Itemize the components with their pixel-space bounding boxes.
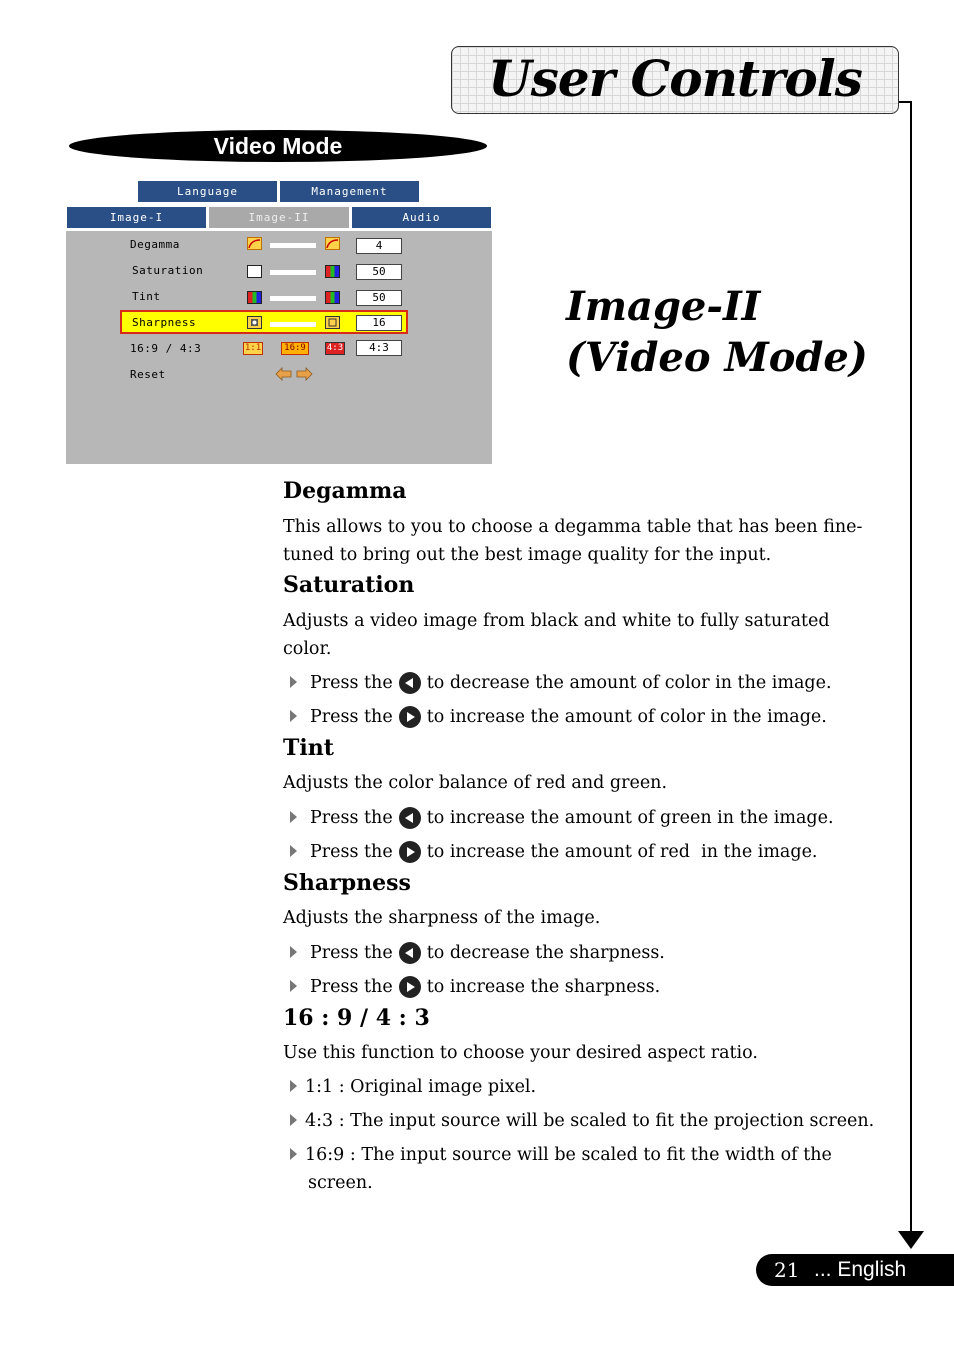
aspect-1-1-icon: 1:1 [244, 343, 262, 353]
osd-row-degamma[interactable] [66, 233, 492, 257]
osd-row-tint[interactable] [66, 285, 492, 309]
bullet-aspect-2: 4:3 : The input source will be scaled to fit the projection screen. [290, 1109, 874, 1133]
bullet-arrow-icon [290, 1114, 297, 1126]
osd-panel [66, 231, 492, 464]
sharpness-value: 16 [356, 315, 402, 331]
text-degamma: This allows to you to choose a degamma table that has been fine-tuned to bring out the best image quality for the input. [283, 517, 863, 565]
right-button-icon [399, 976, 421, 998]
right-button-icon [399, 841, 421, 863]
soft-icon [325, 316, 340, 329]
left-button-icon [399, 942, 421, 964]
left-button-icon [399, 807, 421, 829]
tv-bw-icon [247, 265, 262, 278]
text-tint: Adjusts the color balance of red and green. [283, 773, 668, 793]
video-mode-banner: Video Mode [69, 130, 487, 162]
side-rule [910, 101, 912, 1231]
tab-language[interactable]: Language [137, 180, 278, 203]
osd-menu [66, 180, 492, 464]
right-button-icon [399, 706, 421, 728]
text-sharpness: Adjusts the sharpness of the image. [283, 908, 601, 928]
tint-value: 50 [356, 290, 402, 306]
row-label: Saturation [132, 264, 204, 277]
section-title-line1: Image-II [566, 283, 761, 330]
footer-language: ... English [814, 1258, 907, 1281]
bullet-saturation-2: Press the to increase the amount of color in the image. [290, 705, 827, 729]
tab-image-ii[interactable]: Image-II [208, 206, 350, 229]
row-label: Tint [132, 290, 161, 303]
osd-row-reset[interactable] [66, 363, 492, 387]
text-saturation: Adjusts a video image from black and white to fully saturated color. [283, 611, 830, 659]
bullet-arrow-icon [290, 710, 297, 722]
degamma-value: 4 [356, 238, 402, 254]
saturation-value: 50 [356, 264, 402, 280]
row-label: Sharpness [132, 316, 197, 329]
bullet-arrow-icon [290, 980, 297, 992]
heading-sharpness: Sharpness [283, 870, 411, 896]
sharpness-slider[interactable] [270, 322, 316, 327]
bullet-arrow-icon [290, 845, 297, 857]
tab-image-i[interactable]: Image-I [66, 206, 207, 229]
osd-row-saturation[interactable] [66, 259, 492, 283]
bullet-arrow-icon [290, 1080, 297, 1092]
page-footer [756, 1254, 954, 1286]
bullet-aspect-1: 1:1 : Original image pixel. [290, 1075, 536, 1099]
row-label: Degamma [130, 238, 180, 251]
header-box [451, 46, 899, 114]
aspect-value: 4:3 [356, 340, 402, 356]
bullet-sharpness-1: Press the to decrease the sharpness. [290, 941, 665, 965]
header-title: User Controls [488, 49, 862, 108]
heading-degamma: Degamma [283, 478, 407, 504]
bullet-aspect-3-cont: screen. [308, 1173, 373, 1193]
bullet-aspect-3: 16:9 : The input source will be scaled to fit the width of the [290, 1143, 832, 1167]
saturation-slider[interactable] [270, 270, 316, 275]
tv-green-icon [247, 291, 262, 304]
heading-saturation: Saturation [283, 572, 415, 598]
heading-aspect: 16 : 9 / 4 : 3 [283, 1005, 430, 1031]
bullet-arrow-icon [290, 1148, 297, 1160]
sharp-icon [247, 316, 262, 329]
arrow-down-icon [898, 1231, 924, 1249]
bullet-tint-1: Press the to increase the amount of green in the image. [290, 806, 834, 830]
left-button-icon [399, 672, 421, 694]
bullet-sharpness-2: Press the to increase the sharpness. [290, 975, 660, 999]
reset-arrows-icon [275, 367, 313, 381]
osd-row-aspect[interactable] [66, 337, 492, 361]
text-aspect: Use this function to choose your desired aspect ratio. [283, 1043, 758, 1063]
osd-row-sharpness[interactable] [66, 311, 492, 335]
tab-audio[interactable]: Audio [351, 206, 492, 229]
gamma-curve-icon [247, 237, 262, 250]
row-label: 16:9 / 4:3 [130, 342, 202, 355]
degamma-slider[interactable] [270, 243, 316, 248]
section-title-line2: (Video Mode) [566, 334, 868, 381]
gamma-curve-icon [325, 237, 340, 250]
heading-tint: Tint [283, 735, 334, 761]
bullet-arrow-icon [290, 811, 297, 823]
tv-red-icon [325, 291, 340, 304]
bullet-arrow-icon [290, 946, 297, 958]
row-label: Reset [130, 368, 166, 381]
bullet-tint-2: Press the to increase the amount of red in the image. [290, 840, 818, 864]
bullet-saturation-1: Press the to decrease the amount of color in the image. [290, 671, 832, 695]
page-number: 21 [774, 1258, 800, 1282]
aspect-16-9-icon: 16:9 [281, 342, 309, 355]
tv-color-icon [325, 265, 340, 278]
bullet-arrow-icon [290, 676, 297, 688]
tab-management[interactable]: Management [279, 180, 420, 203]
aspect-4-3-icon: 4:3 [326, 343, 344, 353]
tint-slider[interactable] [270, 296, 316, 301]
